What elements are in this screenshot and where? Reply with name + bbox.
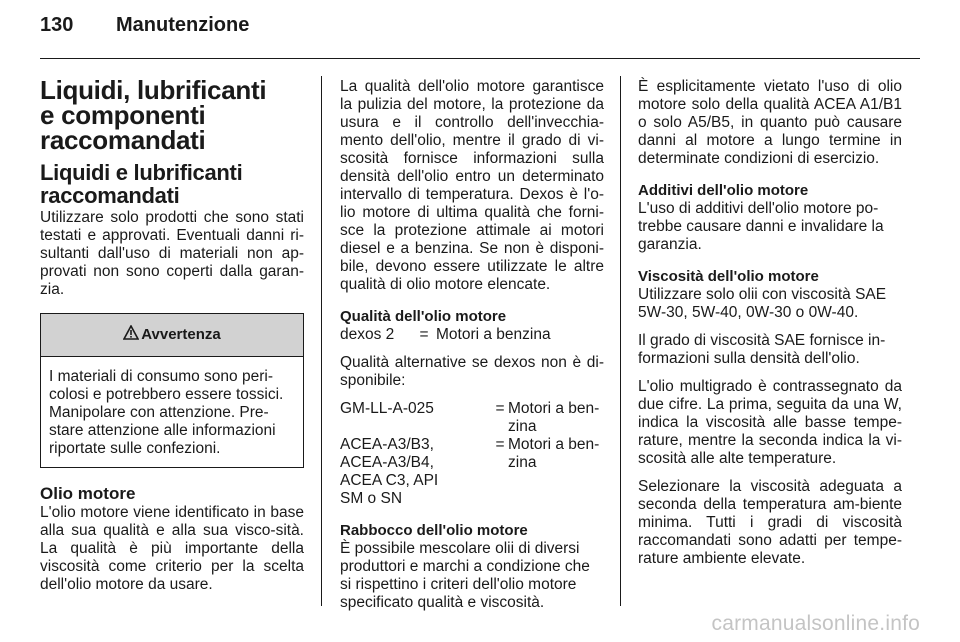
column-1 <box>40 75 304 594</box>
spec-value: Motori a ben-zina <box>508 400 600 435</box>
oil-quality-paragraph: La qualità dell'olio motore garantisce la pulizia del motore, la protezione da usura e il controllo dell'invecchia-mento dell'olio, mentre il grado di vi-scosità fornisce informazioni sulla densità dell'olio entro un determinato intervallo di temperatura. Dexos è l'o-lio motore di ultima qualità che forni-sce la protezione attimale ai motori diesel e a benzina. Se non è disponi-bile, devono essere utilizzate le altre qualità di olio motore elencate. <box>340 78 604 293</box>
topup-paragraph: È possibile mescolare olii di diversi produttori e marchi a condizione che si rispettino i criteri dell'olio motore specificato qualità e viscosità. <box>340 540 590 611</box>
column-divider-2 <box>620 76 621 606</box>
topup-heading: Rabbocco dell'olio motore <box>340 522 528 539</box>
header-rule <box>40 58 920 59</box>
sub-heading <box>40 161 304 207</box>
watermark: carmanualsonline.info <box>711 612 920 635</box>
warning-body: I materiali di consumo sono peri-colosi e potrebbero essere tossici. Manipolare con attenzione. Pre-stare attenzione alle informazioni riportate sulle confezioni. <box>49 368 284 457</box>
oil-heading: Olio motore <box>40 484 136 503</box>
multigrade-paragraph: L'olio multigrado è contrassegnato da due cifre. La prima, seguita da una W, indica la viscosità alle basse tempe-rature, mentre la seconda indica la vi-scosità alle alte temperature. <box>638 378 902 467</box>
page-number: 130 <box>40 14 74 36</box>
viscosity-paragraph: Utilizzare solo olii con viscosità SAE 5W-30, 5W-40, 0W-30 o 0W-40. <box>638 286 887 321</box>
warning-triangle-icon <box>123 325 139 345</box>
spec-equals: = <box>495 436 505 453</box>
spec-key: GM-LL-A-025 <box>340 400 434 417</box>
quality-heading: Qualità dell'olio motore <box>340 308 507 325</box>
spec-row <box>340 400 604 436</box>
column-divider-1 <box>321 76 322 606</box>
additives-heading: Additivi dell'olio motore <box>638 182 809 199</box>
column-3 <box>638 78 902 568</box>
warning-title: Avvertenza <box>141 326 221 343</box>
spec-key: dexos 2 <box>340 326 395 343</box>
additives-paragraph: L'uso di additivi dell'olio motore po-trebbe causare danni e invalidare la garanzia. <box>638 200 884 253</box>
column-2 <box>340 78 604 612</box>
selection-paragraph: Selezionare la viscosità adeguata a seconda della temperatura am-biente minima. Tutti i gradi di viscosità raccomandati sono adatti per tempe-rature ambiente elevate. <box>638 478 902 567</box>
spec-value: Motori a benzina <box>436 326 551 343</box>
sub-heading-line: raccomandati <box>40 183 180 208</box>
viscosity-heading: Viscosità dell'olio motore <box>638 268 819 285</box>
warning-header <box>41 314 303 357</box>
sae-paragraph: Il grado di viscosità SAE fornisce in-formazioni sulla densità dell'olio. <box>638 332 886 367</box>
main-heading-line: e componenti <box>40 100 206 130</box>
spec-equals: = <box>419 326 429 343</box>
page-header <box>40 14 249 54</box>
spec-value: Motori a ben-zina <box>508 436 600 471</box>
sub-heading-line: Liquidi e lubrificanti <box>40 160 243 185</box>
spec-row <box>340 436 604 508</box>
oil-paragraph: L'olio motore viene identificato in base alla sua qualità e alla sua visco-sità. La qualità è più importante della viscosità come criterio per la scelta dell'olio motore da usare. <box>40 504 304 593</box>
main-heading <box>40 75 304 155</box>
spec-equals: = <box>495 400 505 417</box>
alternative-paragraph: Qualità alternative se dexos non è di-sponibile: <box>340 354 604 389</box>
spec-row <box>340 326 604 344</box>
spec-key: ACEA-A3/B3, ACEA-A3/B4, ACEA C3, API SM o SN <box>340 436 439 507</box>
prohibition-paragraph: È esplicitamente vietato l'uso di olio motore solo della qualità ACEA A1/B1 o solo A5/B5, in quanto può causare danni al motore a lungo termine in determinate condizioni di esercizio. <box>638 78 902 167</box>
main-heading-line: raccomandati <box>40 125 206 155</box>
main-heading-line: Liquidi, lubrificanti <box>40 75 267 105</box>
intro-paragraph: Utilizzare solo prodotti che sono stati testati e approvati. Eventuali danni ri-sultanti dall'uso di materiali non ap-provati non sono coperti dalla garan-zia. <box>40 209 304 298</box>
warning-box <box>40 313 304 468</box>
section-title: Manutenzione <box>116 14 250 36</box>
